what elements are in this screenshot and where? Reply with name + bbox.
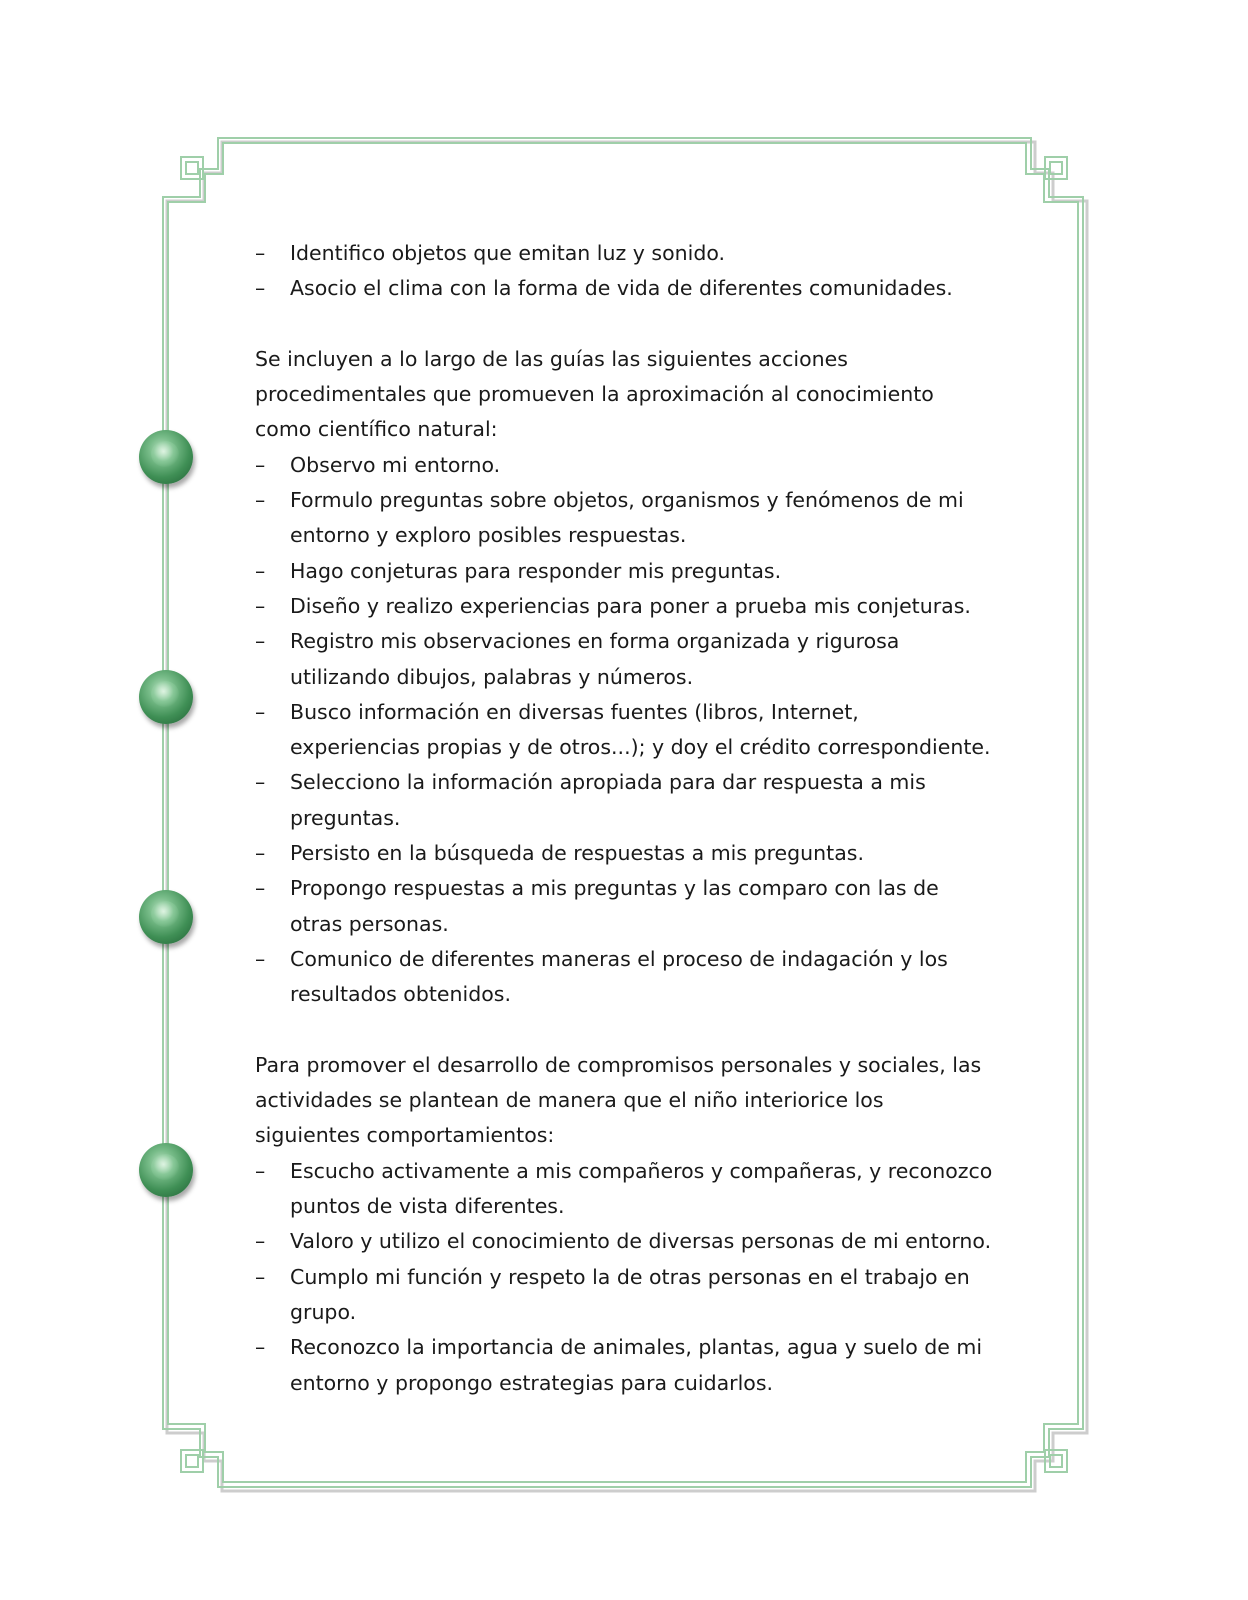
page-content	[255, 236, 995, 1401]
list-item	[255, 271, 995, 306]
objectives-list	[255, 236, 995, 307]
list-item-text: Hago conjeturas para responder mis preguntas.	[290, 558, 782, 583]
dash-bullet: –	[255, 452, 266, 477]
list-item-text: Selecciono la información apropiada para dar respuesta a mis preguntas.	[290, 770, 926, 830]
dash-bullet: –	[255, 1335, 266, 1360]
list-item-text: Reconozco la importancia de animales, plantas, agua y suelo de mi entorno y propongo estrategias para cuidarlos.	[290, 1335, 983, 1395]
green-bead-3	[139, 890, 193, 944]
dash-bullet: –	[255, 276, 266, 301]
list-item-text: Formulo preguntas sobre objetos, organismos y fenómenos de mi entorno y exploro posibles respuestas.	[290, 488, 964, 548]
list-item-text: Diseño y realizo experiencias para poner a prueba mis conjeturas.	[290, 593, 971, 618]
list-item-text: Busco información en diversas fuentes (libros, Internet, experiencias propias y de otros...); y doy el crédito correspondiente.	[290, 699, 991, 760]
list-item	[255, 554, 995, 589]
green-bead-1	[139, 430, 193, 484]
list-item-text: Valoro y utilizo el conocimiento de diversas personas de mi entorno.	[290, 1229, 992, 1254]
dash-bullet: –	[255, 558, 266, 583]
list-item-text: Escucho activamente a mis compañeros y compañeras, y reconozco puntos de vista diferentes.	[290, 1158, 993, 1219]
list-item	[255, 624, 995, 695]
procedural-actions-list	[255, 448, 995, 1013]
list-item	[255, 765, 995, 836]
list-item-text: Asocio el clima con la forma de vida de diferentes comunidades.	[290, 276, 953, 301]
list-item	[255, 1260, 995, 1331]
list-item-text: Comunico de diferentes maneras el proceso de indagación y los resultados obtenidos.	[290, 946, 948, 1007]
list-item-text: Observo mi entorno.	[290, 452, 501, 477]
list-item-text: Persisto en la búsqueda de respuestas a mis preguntas.	[290, 841, 864, 866]
dash-bullet: –	[255, 1229, 266, 1254]
green-bead-4	[139, 1143, 193, 1197]
list-item	[255, 695, 995, 766]
dash-bullet: –	[255, 876, 266, 901]
dash-bullet: –	[255, 1158, 266, 1183]
list-item-text: Cumplo mi función y respeto la de otras personas en el trabajo en grupo.	[290, 1264, 970, 1324]
list-item	[255, 1154, 995, 1225]
list-item	[255, 1330, 995, 1401]
commitments-intro-paragraph: Para promover el desarrollo de compromisos personales y sociales, las actividades se plantean de manera que el niño interiorice los siguientes comportamientos:	[255, 1052, 982, 1148]
list-item	[255, 1224, 995, 1259]
procedural-intro-paragraph: Se incluyen a lo largo de las guías las siguientes acciones procedimentales que promueven la aproximación al conocimiento como científico natural:	[255, 346, 934, 442]
list-item-text: Propongo respuestas a mis preguntas y las comparo con las de otras personas.	[290, 876, 939, 936]
green-bead-2	[139, 670, 193, 724]
dash-bullet: –	[255, 946, 266, 971]
list-item-text: Registro mis observaciones en forma organizada y rigurosa utilizando dibujos, palabras y números.	[290, 629, 900, 689]
commitments-list	[255, 1154, 995, 1401]
list-item	[255, 871, 995, 942]
list-item	[255, 942, 995, 1013]
list-item-text: Identifico objetos que emitan luz y sonido.	[290, 241, 726, 265]
list-item	[255, 448, 995, 483]
dash-bullet: –	[255, 629, 266, 654]
dash-bullet: –	[255, 1264, 266, 1289]
dash-bullet: –	[255, 241, 266, 265]
list-item	[255, 236, 995, 271]
list-item	[255, 836, 995, 871]
dash-bullet: –	[255, 488, 266, 513]
dash-bullet: –	[255, 593, 266, 618]
list-item	[255, 483, 995, 554]
dash-bullet: –	[255, 699, 266, 724]
dash-bullet: –	[255, 770, 266, 795]
list-item	[255, 589, 995, 624]
dash-bullet: –	[255, 841, 266, 866]
